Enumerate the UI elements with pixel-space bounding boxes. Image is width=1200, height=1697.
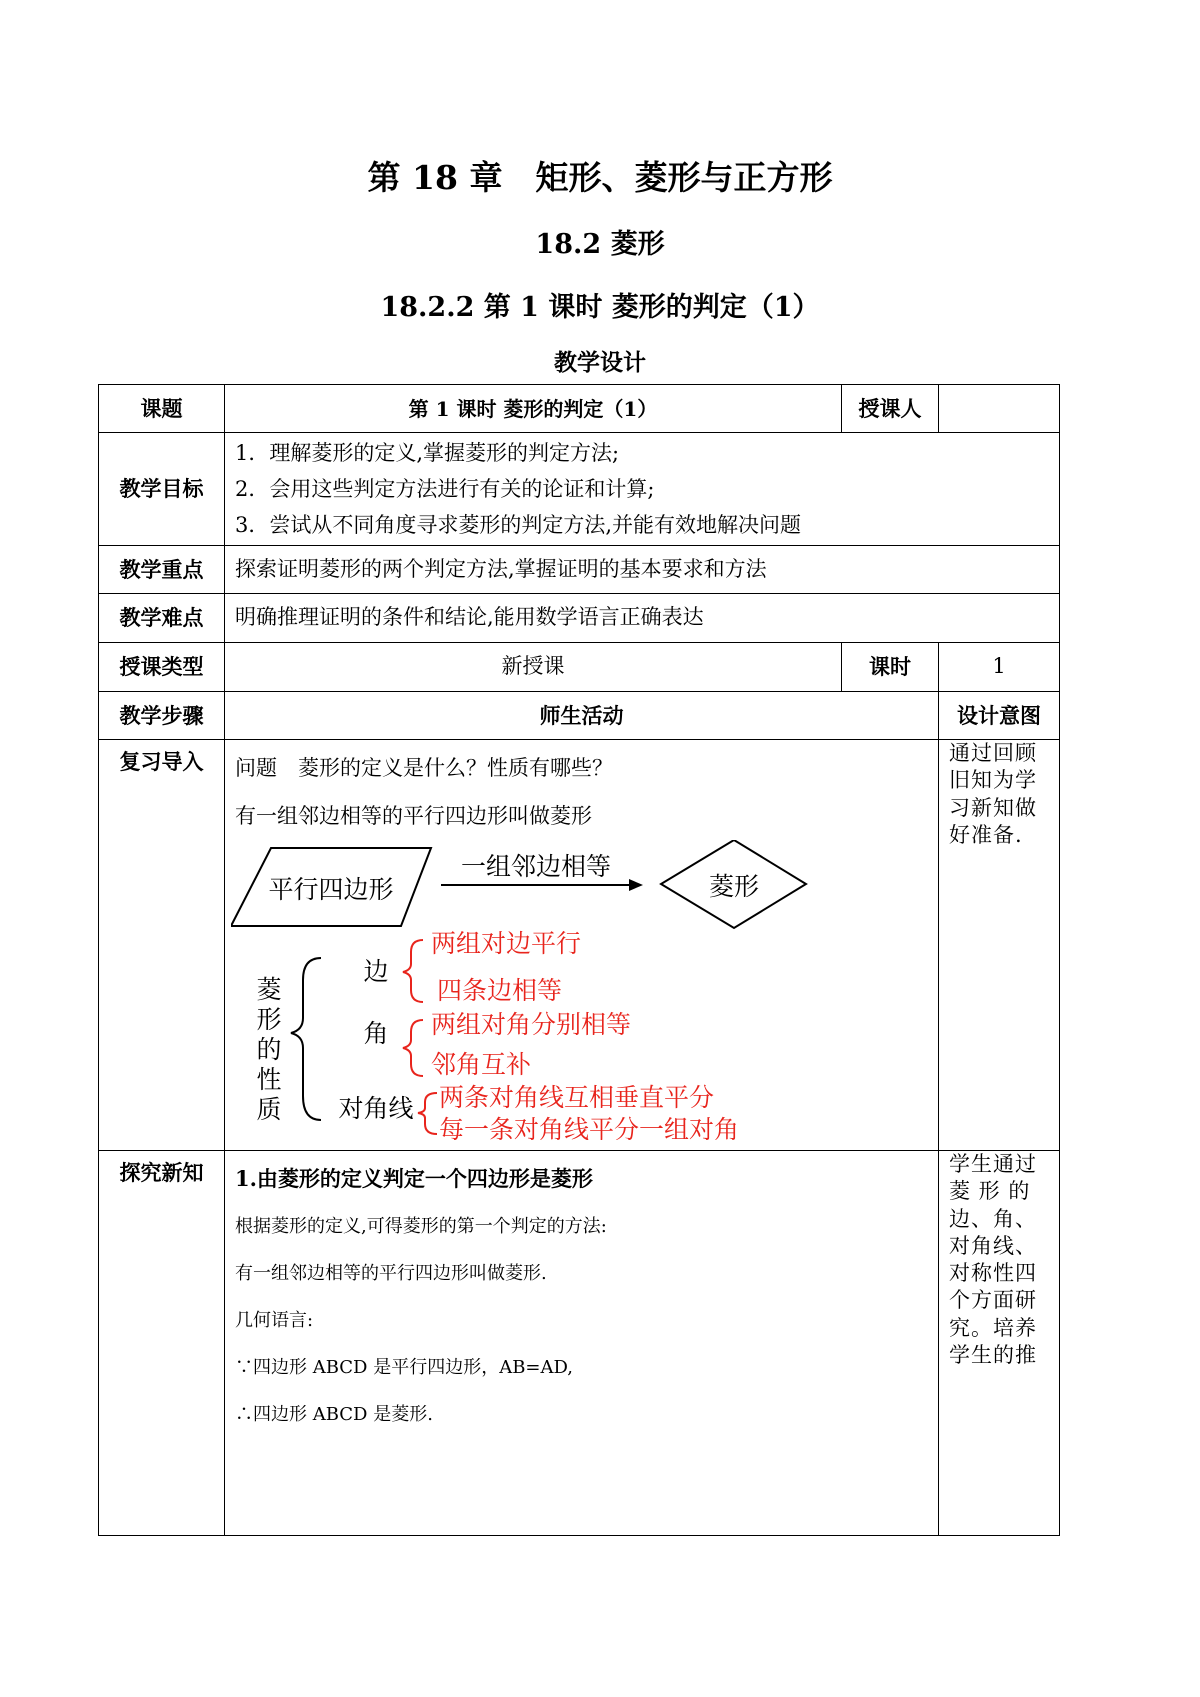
- diagonal-prop: 每一条对角线平分一组对角: [439, 1115, 740, 1140]
- arrow-label: 一组邻边相等: [460, 852, 612, 881]
- difficulty-label: 教学难点: [99, 594, 225, 643]
- property-title-char: 质: [256, 1095, 282, 1124]
- explore-line: 根据菱形的定义,可得菱形的第一个判定的方法:: [235, 1216, 607, 1237]
- arrow-head: [629, 879, 643, 891]
- key-value: 探索证明菱形的两个判定方法,掌握证明的基本要求和方法: [225, 546, 1060, 594]
- topic-row: [99, 385, 1060, 433]
- review-content: [225, 740, 939, 1151]
- intent-line: 究。培养: [949, 1315, 1037, 1340]
- explore-heading: 1.由菱形的定义判定一个四边形是菱形: [235, 1166, 593, 1191]
- diagonal-brace: [418, 1093, 437, 1134]
- hours-label: 课时: [842, 643, 939, 692]
- design-title: 教学设计: [554, 349, 646, 376]
- side-brace: [403, 940, 423, 1002]
- rhombus-label: 菱形: [708, 872, 760, 901]
- topic-label: 课题: [99, 385, 225, 433]
- explore-label: 探究新知: [99, 1151, 225, 1536]
- side-prop: 两组对边平行: [431, 929, 582, 958]
- teacher-value: [939, 385, 1060, 433]
- hours-value: 1: [939, 643, 1060, 692]
- angle-brace: [403, 1020, 423, 1076]
- goal-item: 1．理解菱形的定义,掌握菱形的判定方法;: [235, 441, 620, 465]
- intent-line: 对角线、: [949, 1233, 1037, 1258]
- intent-line: 对称性四: [949, 1261, 1037, 1286]
- review-question: 问题 菱形的定义是什么？性质有哪些？: [235, 756, 613, 780]
- teacher-label: 授课人: [842, 385, 939, 433]
- intent-line: 学生的推: [949, 1343, 1037, 1368]
- type-value: 新授课: [225, 643, 842, 692]
- main-brace: [291, 958, 321, 1120]
- section-title: 18.2 菱形: [535, 229, 665, 260]
- property-title-char: 的: [256, 1035, 282, 1064]
- goal-item: 2．会用这些判定方法进行有关的论证和计算;: [235, 477, 655, 501]
- type-row: [99, 643, 1060, 692]
- property-title-char: 菱: [256, 975, 282, 1004]
- activities-label: 师生活动: [225, 692, 939, 740]
- property-title-char: 形: [256, 1005, 282, 1034]
- intent-line: 边、角、: [949, 1206, 1037, 1231]
- review-intent: [939, 740, 1060, 1151]
- type-label: 授课类型: [99, 643, 225, 692]
- header-row: [99, 692, 1060, 740]
- property-title-char: 性: [256, 1065, 282, 1094]
- intent-line: 好准备.: [949, 822, 1023, 847]
- intent-line: 菱 形 的: [949, 1179, 1031, 1204]
- explore-line: ∵四边形 ABCD 是平行四边形，AB=AD,: [235, 1357, 574, 1378]
- review-row: [99, 740, 1060, 1151]
- key-row: [99, 546, 1060, 594]
- goals-cell: [225, 433, 1060, 546]
- topic-value: 第 1 课时 菱形的判定（1）: [225, 385, 842, 433]
- rhombus-concept-diagram: [231, 840, 851, 1140]
- explore-intent: [939, 1151, 1060, 1536]
- side-label: 边: [363, 957, 389, 986]
- intent-line: 通过回顾: [949, 741, 1037, 765]
- intent-line: 个方面研: [949, 1288, 1037, 1313]
- intent-line: 旧知为学: [949, 768, 1037, 793]
- side-prop: 四条边相等: [437, 976, 563, 1005]
- goals-row: [99, 433, 1060, 546]
- difficulty-row: [99, 594, 1060, 643]
- explore-line: 几何语言:: [235, 1310, 314, 1331]
- intent-line: 学生通过: [949, 1152, 1037, 1176]
- steps-label: 教学步骤: [99, 692, 225, 740]
- key-label: 教学重点: [99, 546, 225, 594]
- goals-label: 教学目标: [99, 433, 225, 546]
- explore-line: ∴四边形 ABCD 是菱形.: [235, 1404, 433, 1425]
- angle-label: 角: [363, 1019, 389, 1048]
- explore-content: [225, 1151, 939, 1536]
- angle-prop: 邻角互补: [431, 1050, 532, 1079]
- angle-prop: 两组对角分别相等: [431, 1010, 632, 1039]
- diagonal-prop: 两条对角线互相垂直平分: [439, 1083, 715, 1112]
- review-label: 复习导入: [99, 740, 225, 1151]
- diagonal-label: 对角线: [338, 1094, 414, 1123]
- review-definition: 有一组邻边相等的平行四边形叫做菱形: [235, 804, 592, 828]
- intent-line: 习新知做: [949, 795, 1037, 820]
- intent-label: 设计意图: [939, 692, 1060, 740]
- parallelogram-label: 平行四边形: [268, 875, 394, 904]
- difficulty-value: 明确推理证明的条件和结论,能用数学语言正确表达: [225, 594, 1060, 643]
- goal-item: 3．尝试从不同角度寻求菱形的判定方法,并能有效地解决问题: [235, 513, 802, 537]
- explore-line: 有一组邻边相等的平行四边形叫做菱形.: [235, 1263, 547, 1284]
- explore-row: [99, 1151, 1060, 1536]
- lesson-title: 18.2.2 第 1 课时 菱形的判定（1）: [380, 292, 820, 323]
- chapter-title: 第 18 章 矩形、菱形与正方形: [367, 158, 833, 197]
- lesson-plan-table: [98, 384, 1060, 1536]
